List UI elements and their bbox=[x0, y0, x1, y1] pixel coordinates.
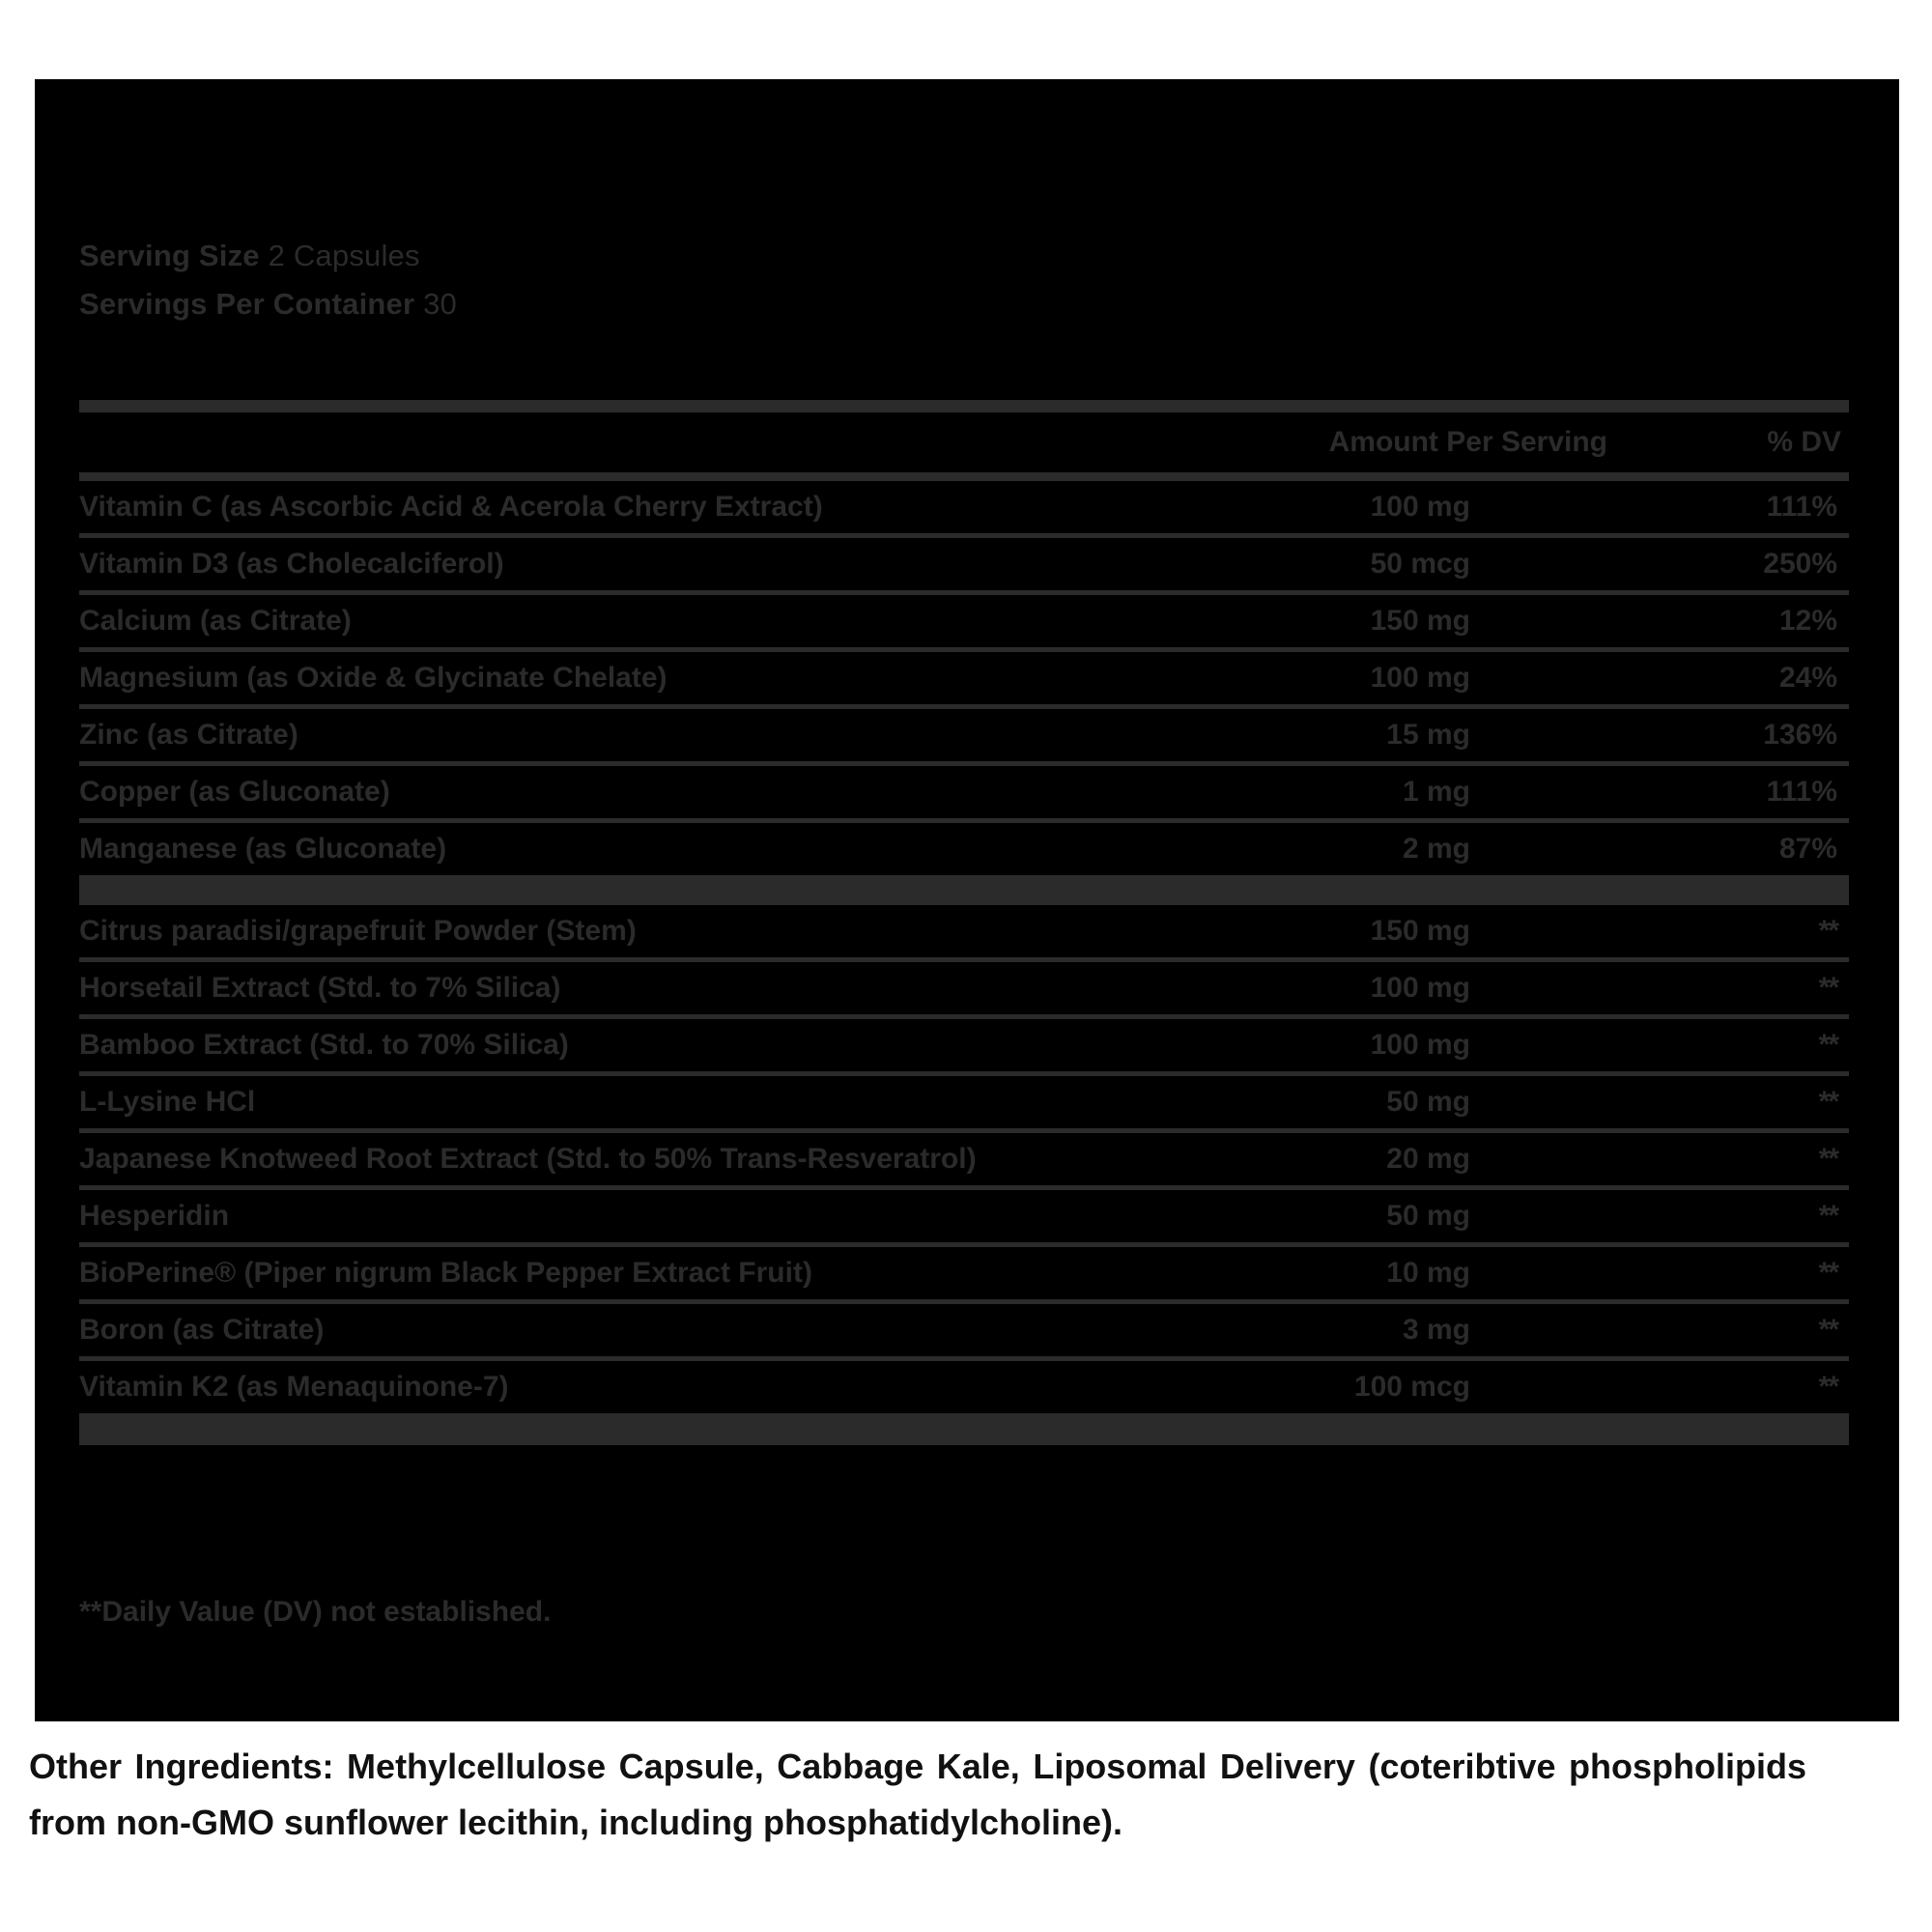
nutrient-percent-dv: ** bbox=[1625, 1245, 1849, 1302]
nutrient-amount: 3 mg bbox=[1209, 1302, 1625, 1359]
nutrient-percent-dv: ** bbox=[1625, 1359, 1849, 1416]
table-row bbox=[79, 707, 1849, 764]
table-row bbox=[79, 905, 1849, 960]
nutrient-name: Copper (as Gluconate) bbox=[79, 764, 1209, 821]
nutrient-name: Citrus paradisi/grapefruit Powder (Stem) bbox=[79, 905, 1209, 960]
supplement-facts-panel bbox=[35, 79, 1899, 1721]
nutrient-name: Magnesium (as Oxide & Glycinate Chelate) bbox=[79, 650, 1209, 707]
nutrient-name: Hesperidin bbox=[79, 1188, 1209, 1245]
nutrient-percent-dv: ** bbox=[1625, 1188, 1849, 1245]
table-bottom-band-fill bbox=[79, 1416, 1849, 1446]
daily-value-footnote: **Daily Value (DV) not established. bbox=[79, 1596, 552, 1628]
table-row bbox=[79, 593, 1849, 650]
nutrient-amount: 50 mcg bbox=[1209, 536, 1625, 593]
nutrient-amount: 1 mg bbox=[1209, 764, 1625, 821]
nutrient-amount: 15 mg bbox=[1209, 707, 1625, 764]
table-row bbox=[79, 477, 1849, 536]
nutrient-percent-dv: ** bbox=[1625, 1131, 1849, 1188]
nutrient-amount: 20 mg bbox=[1209, 1131, 1625, 1188]
table-row bbox=[79, 960, 1849, 1017]
label-masthead bbox=[54, 89, 1880, 229]
nutrient-name: Manganese (as Gluconate) bbox=[79, 821, 1209, 878]
table-row bbox=[79, 821, 1849, 878]
table-row bbox=[79, 1017, 1849, 1074]
table-row bbox=[79, 650, 1849, 707]
nutrient-amount: 10 mg bbox=[1209, 1245, 1625, 1302]
nutrient-percent-dv: ** bbox=[1625, 1074, 1849, 1131]
table-row bbox=[79, 1074, 1849, 1131]
servings-per-container-value: 30 bbox=[423, 287, 457, 321]
other-ingredients-body: Methylcellulose Capsule, Cabbage Kale, Liposomal Delivery (coteribtive phospholipids from non-GMO sunflower lecithin, including phosphatidylcholine). bbox=[29, 1747, 1806, 1842]
nutrient-percent-dv: 250% bbox=[1625, 536, 1849, 593]
serving-information bbox=[79, 232, 1432, 328]
nutrient-amount: 150 mg bbox=[1209, 593, 1625, 650]
nutrient-percent-dv: 111% bbox=[1625, 764, 1849, 821]
nutrient-percent-dv: ** bbox=[1625, 960, 1849, 1017]
section-divider-band bbox=[79, 878, 1849, 906]
header-nutrient bbox=[79, 407, 1209, 477]
nutrient-name: BioPerine® (Piper nigrum Black Pepper Extract Fruit) bbox=[79, 1245, 1209, 1302]
serving-size-label: Serving Size bbox=[79, 239, 260, 272]
nutrient-name: Vitamin C (as Ascorbic Acid & Acerola Cherry Extract) bbox=[79, 477, 1209, 536]
nutrient-percent-dv: ** bbox=[1625, 905, 1849, 960]
table-row bbox=[79, 1188, 1849, 1245]
table-header-row bbox=[79, 407, 1849, 477]
nutrient-name: Calcium (as Citrate) bbox=[79, 593, 1209, 650]
nutrient-name: Zinc (as Citrate) bbox=[79, 707, 1209, 764]
table-row bbox=[79, 536, 1849, 593]
nutrient-amount: 2 mg bbox=[1209, 821, 1625, 878]
nutrient-name: Japanese Knotweed Root Extract (Std. to 50% Trans-Resveratrol) bbox=[79, 1131, 1209, 1188]
section-divider bbox=[79, 878, 1849, 906]
facts-table-body bbox=[79, 407, 1849, 1446]
nutrient-name: Vitamin D3 (as Cholecalciferol) bbox=[79, 536, 1209, 593]
nutrient-amount: 100 mg bbox=[1209, 960, 1625, 1017]
header-amount-per-serving: Amount Per Serving bbox=[1209, 407, 1625, 477]
nutrient-amount: 100 mg bbox=[1209, 1017, 1625, 1074]
table-row bbox=[79, 1359, 1849, 1416]
nutrient-percent-dv: ** bbox=[1625, 1017, 1849, 1074]
nutrient-amount: 150 mg bbox=[1209, 905, 1625, 960]
nutrient-percent-dv: ** bbox=[1625, 1302, 1849, 1359]
table-bottom-band bbox=[79, 1416, 1849, 1446]
nutrient-amount: 100 mcg bbox=[1209, 1359, 1625, 1416]
nutrient-name: Bamboo Extract (Std. to 70% Silica) bbox=[79, 1017, 1209, 1074]
table-row bbox=[79, 764, 1849, 821]
nutrient-amount: 100 mg bbox=[1209, 650, 1625, 707]
nutrient-percent-dv: 111% bbox=[1625, 477, 1849, 536]
panel-inner bbox=[54, 89, 1880, 1712]
nutrient-name: Vitamin K2 (as Menaquinone-7) bbox=[79, 1359, 1209, 1416]
nutrient-amount: 100 mg bbox=[1209, 477, 1625, 536]
other-ingredients-label: Other Ingredients: bbox=[29, 1747, 334, 1786]
servings-per-container-line bbox=[79, 280, 1432, 328]
nutrient-name: L-Lysine HCl bbox=[79, 1074, 1209, 1131]
table-row bbox=[79, 1302, 1849, 1359]
nutrient-name: Boron (as Citrate) bbox=[79, 1302, 1209, 1359]
nutrient-percent-dv: 136% bbox=[1625, 707, 1849, 764]
nutrient-amount: 50 mg bbox=[1209, 1188, 1625, 1245]
nutrient-amount: 50 mg bbox=[1209, 1074, 1625, 1131]
header-percent-dv: % DV bbox=[1625, 407, 1849, 477]
other-ingredients bbox=[29, 1739, 1806, 1851]
nutrient-percent-dv: 87% bbox=[1625, 821, 1849, 878]
servings-per-container-label: Servings Per Container bbox=[79, 287, 415, 321]
serving-size-value: 2 Capsules bbox=[268, 239, 420, 272]
serving-size-line bbox=[79, 232, 1432, 280]
nutrient-percent-dv: 12% bbox=[1625, 593, 1849, 650]
supplement-facts-table bbox=[79, 400, 1849, 1445]
table-row bbox=[79, 1131, 1849, 1188]
nutrient-name: Horsetail Extract (Std. to 7% Silica) bbox=[79, 960, 1209, 1017]
nutrient-percent-dv: 24% bbox=[1625, 650, 1849, 707]
table-row bbox=[79, 1245, 1849, 1302]
